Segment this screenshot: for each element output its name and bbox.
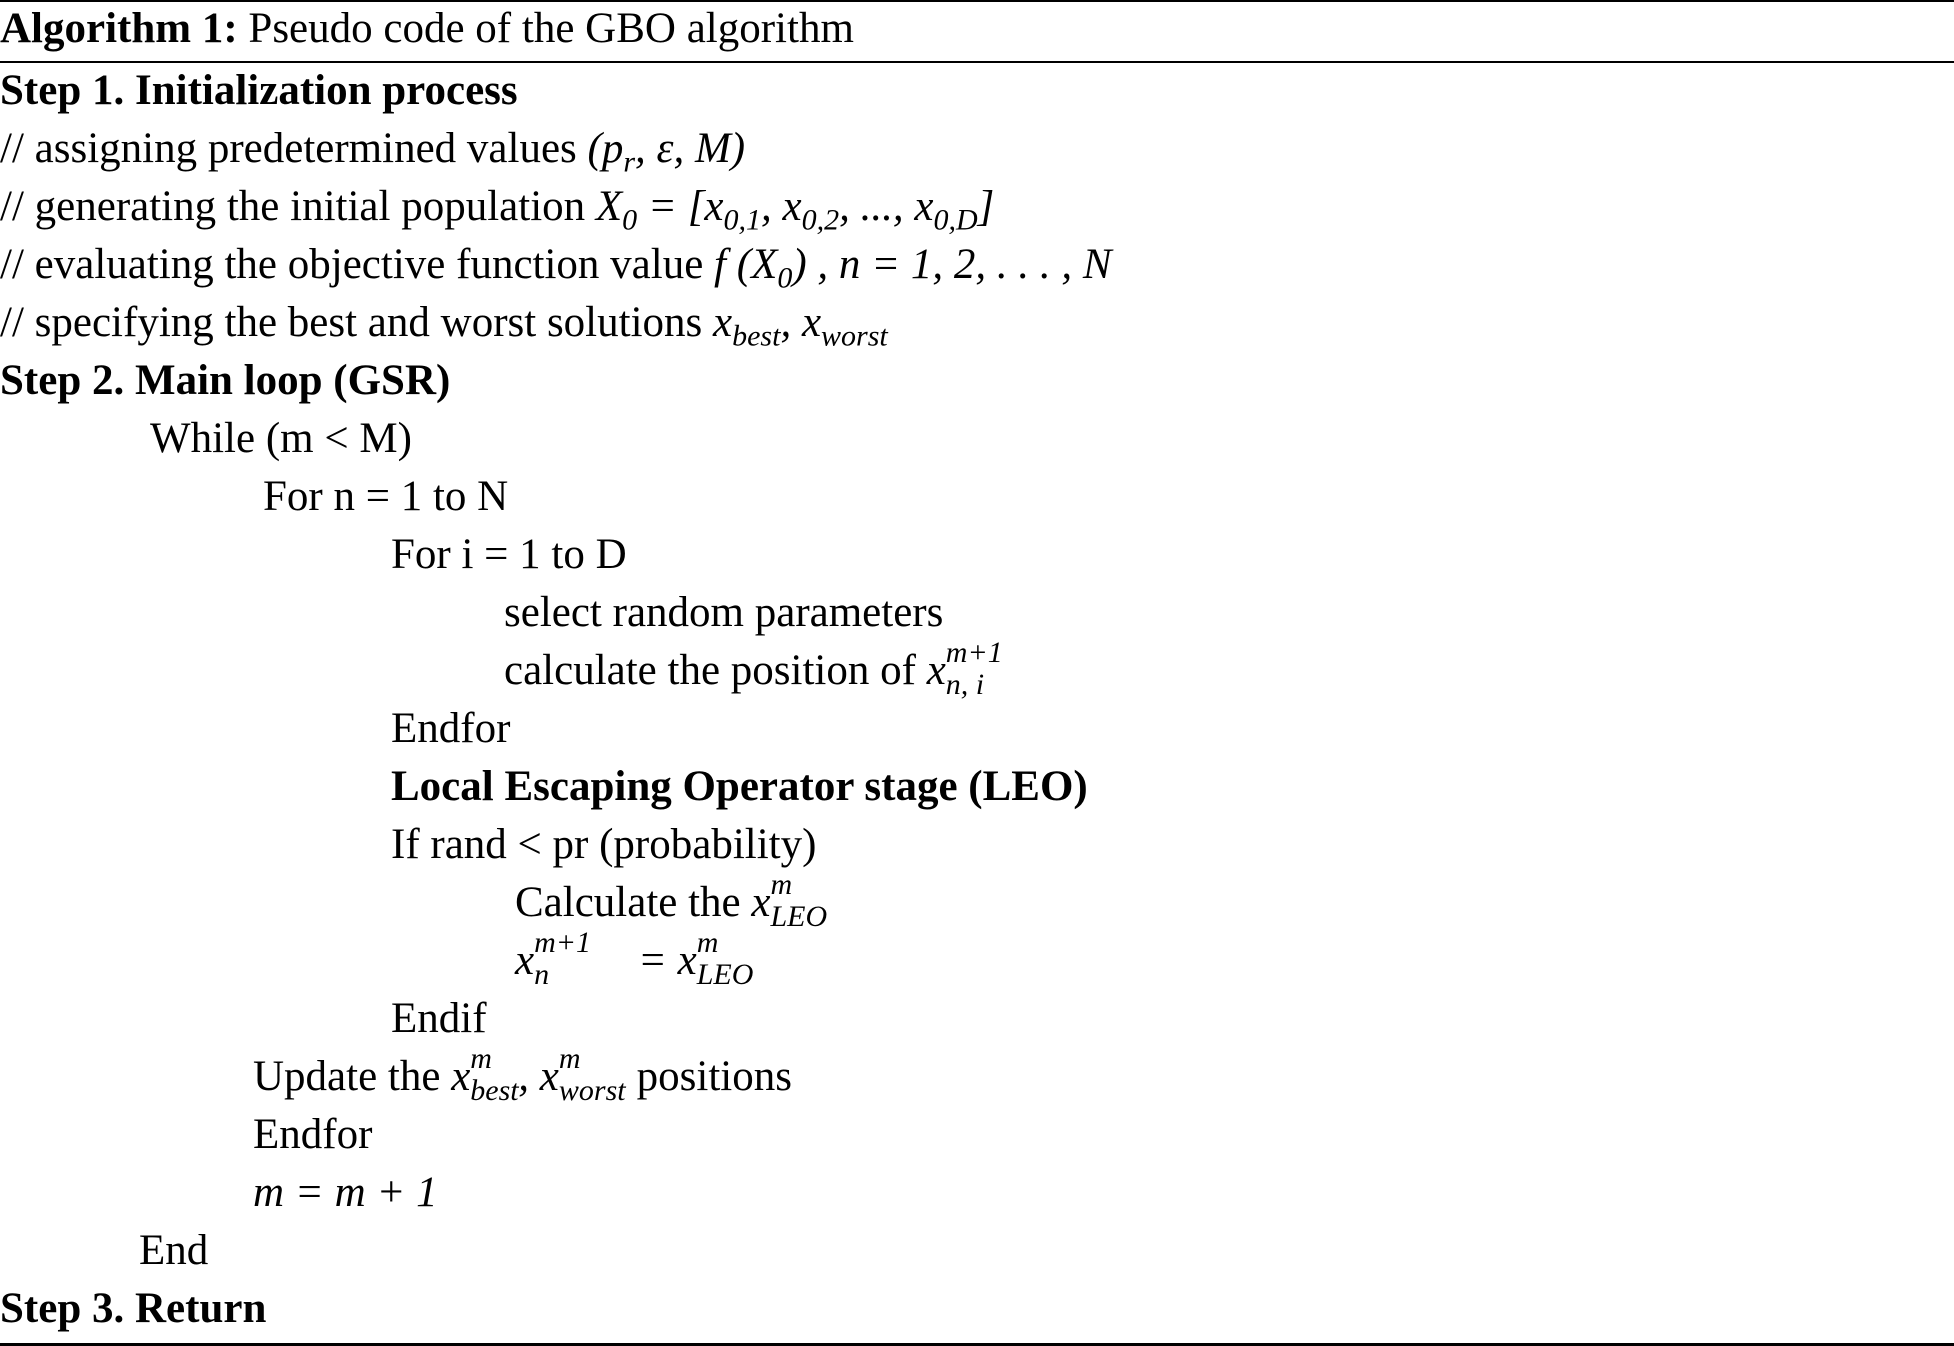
while-loop: While (m < M) — [150, 415, 412, 462]
comment-text: // specifying the best and worst solutions — [0, 299, 714, 346]
comment-text: // assigning predetermined values — [0, 125, 588, 172]
calc-text: Calculate the — [515, 879, 752, 926]
math-lhs-script: m+1 n — [534, 926, 592, 991]
comment-objective-function — [0, 238, 1112, 295]
math-x: x — [751, 879, 771, 926]
select-params: select random parameters — [504, 589, 944, 636]
assign-leo — [515, 926, 754, 991]
math-pos-script: m+1 n, i — [945, 636, 1003, 701]
comment-text: // generating the initial population — [0, 183, 596, 230]
math-leo-script: m LEO — [770, 868, 828, 933]
step-1-heading: Step 1. Initialization process — [0, 67, 518, 114]
math-x: x — [451, 1053, 471, 1100]
endif: Endif — [391, 995, 487, 1042]
end-while: End — [139, 1227, 209, 1274]
step-3-heading: Step 3. Return — [0, 1285, 267, 1332]
endfor-inner: Endfor — [391, 705, 511, 752]
comment-initial-population — [0, 180, 995, 237]
math-eq: = x — [627, 937, 697, 984]
algorithm-label: Algorithm 1: — [0, 5, 238, 52]
comment-best-worst — [0, 296, 888, 353]
math-comma: , x — [518, 1053, 559, 1100]
step-2-heading: Step 2. Main loop (GSR) — [0, 357, 451, 404]
update-suffix: positions — [625, 1053, 792, 1100]
increment-m: m = m + 1 — [253, 1169, 438, 1216]
update-text: Update the — [253, 1053, 452, 1100]
for-n-loop: For n = 1 to N — [263, 473, 509, 520]
math-x: x — [926, 647, 946, 694]
comment-text: // evaluating the objective function value — [0, 241, 715, 288]
math-x: x — [515, 937, 535, 984]
math-worst-script: m worst — [558, 1042, 626, 1107]
math-best-worst: $x_{best}$, $x_{worst}$ — [713, 299, 888, 353]
header-rule — [0, 61, 1954, 63]
leo-heading: Local Escaping Operator stage (LEO) — [391, 763, 1088, 810]
math-params: ($p_r$, ε, M) — [587, 125, 746, 179]
math-best-script: m best — [470, 1042, 519, 1107]
algorithm-title: Pseudo code of the GBO algorithm — [248, 5, 854, 52]
calculate-position — [504, 636, 1003, 701]
algorithm-header — [0, 2, 854, 56]
comment-assign-values — [0, 122, 746, 179]
if-rand: If rand < pr (probability) — [391, 821, 817, 868]
endfor-outer: Endfor — [253, 1111, 373, 1158]
math-objective: f $(X_0)$ , n = 1, 2, . . . , N — [714, 241, 1112, 295]
for-i-loop: For i = 1 to D — [391, 531, 627, 578]
calc-text: calculate the position of — [504, 647, 927, 694]
math-population: $X_0 = [x_{0,1}$, $x_{0,2}$, ..., $x_{0,D}$] — [595, 183, 995, 237]
update-best-worst — [253, 1042, 792, 1107]
math-rhs-script: m LEO — [696, 926, 754, 991]
calculate-leo — [515, 868, 828, 933]
